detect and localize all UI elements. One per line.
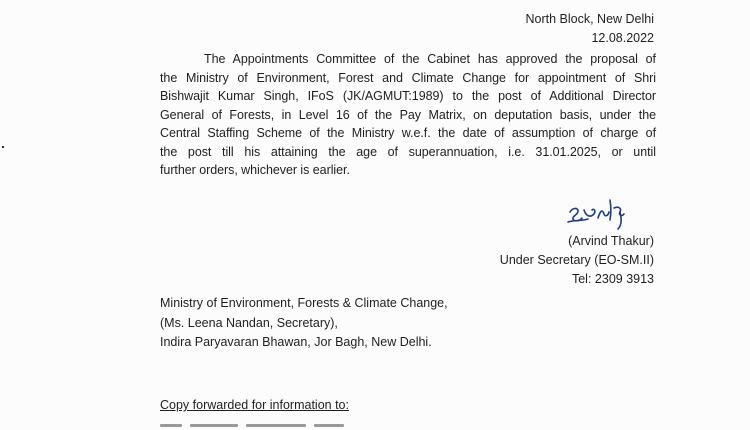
paragraph-line: The Appointments Committee of the Cabinet has approved the proposal of: [204, 52, 656, 66]
signatory-tel: Tel: 2309 3913: [571, 272, 654, 286]
copy-forwarded-heading: Copy forwarded for information to:: [160, 398, 349, 412]
paragraph-line: the Ministry of Environment, Forest and Climate Change for appointment of Shri: [160, 70, 656, 85]
header-block: [525, 10, 654, 48]
paragraph-line: General of Forests, in Level 16 of the Pay Matrix, on deputation basis, under the: [160, 107, 656, 122]
paragraph-line: Bishwajit Kumar Singh, IFoS (JK/AGMUT:1989) to the post of Additional Director: [160, 89, 656, 103]
signatory-name: (Arvind Thakur): [568, 234, 654, 248]
recipient-line: (Ms. Leena Nandan, Secretary),: [160, 315, 338, 330]
cropped-text-line: [160, 424, 360, 430]
margin-mark: [2, 146, 4, 148]
handwritten-signature: [564, 196, 644, 232]
header-location: North Block, New Delhi: [525, 12, 654, 26]
signatory-designation: Under Secretary (EO-SM.II): [499, 253, 654, 267]
order-paragraph: [160, 50, 656, 180]
signatory-block: [500, 232, 654, 289]
recipient-address: [160, 294, 448, 353]
recipient-line: Indira Paryavaran Bhawan, Jor Bagh, New Delhi.: [160, 335, 432, 349]
paragraph-line: Central Staffing Scheme of the Ministry w.e.f. the date of assumption of charge of: [160, 126, 656, 140]
header-date: 12.08.2022: [591, 31, 654, 45]
paragraph-line: further orders, whichever is earlier.: [160, 163, 350, 177]
recipient-line: Ministry of Environment, Forests & Climate Change,: [160, 296, 448, 310]
paragraph-line: the post till his attaining the age of superannuation, i.e. 31.01.2025, or until: [160, 144, 656, 159]
